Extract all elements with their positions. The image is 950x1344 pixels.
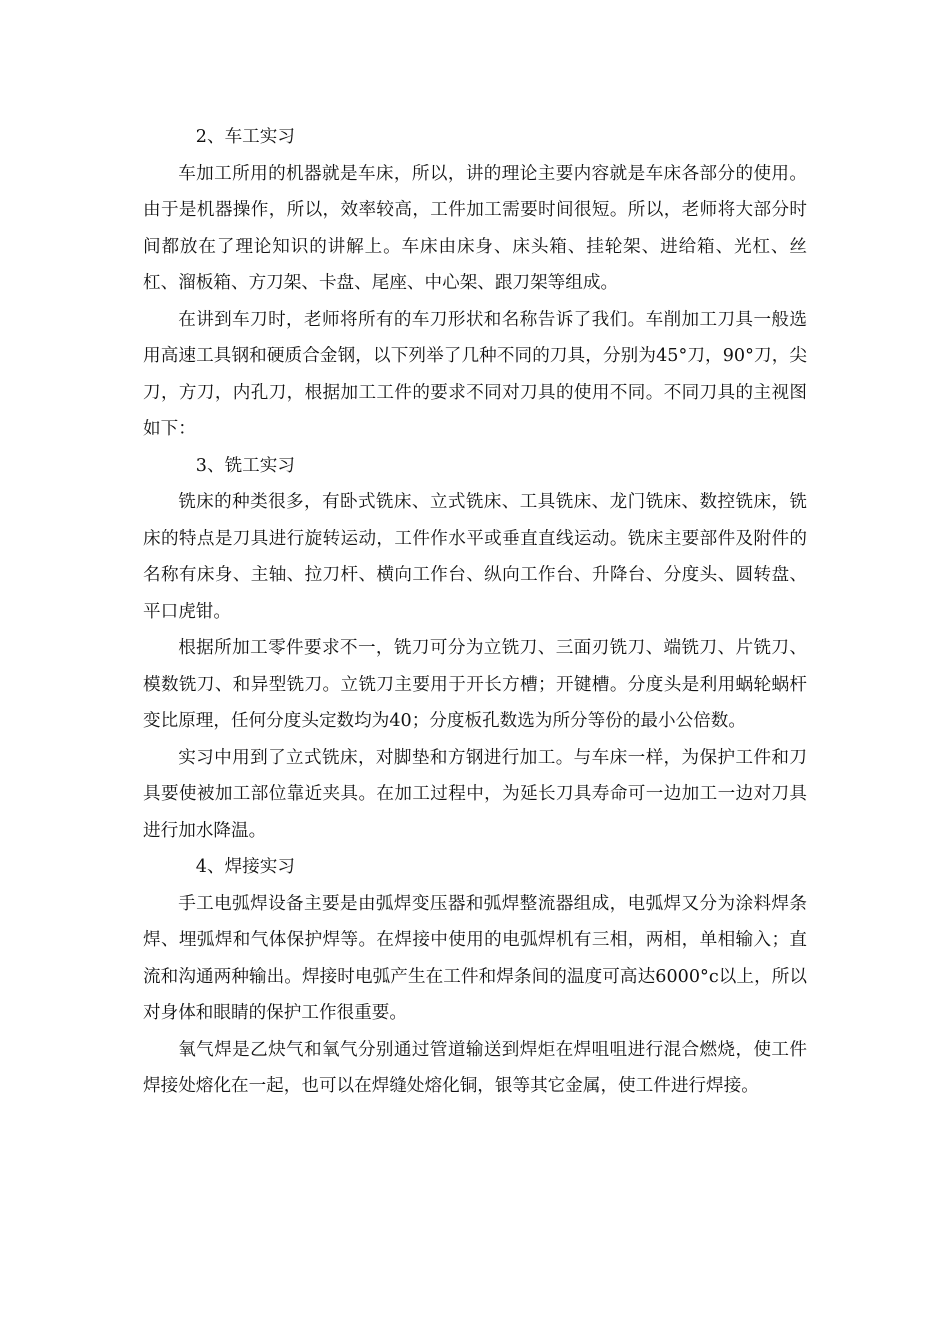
paragraph: 手工电弧焊设备主要是由弧焊变压器和弧焊整流器组成，电弧焊又分为涂料焊条焊、埋弧焊和气体保护焊等。在焊接中使用的电弧焊机有三相，两相，单相输入；直流和沟通两种输出。焊接时电弧产生在工件和焊条间的温度可高达6000°c以上，所以对身体和眼睛的保护工作很重要。 [143,893,807,1023]
paragraph: 实习中用到了立式铣床，对脚垫和方钢进行加工。与车床一样，为保护工件和刀具要使被加工部位靠近夹具。在加工过程中，为延长刀具寿命可一边加工一边对刀具进行加水降温。 [143,747,807,841]
section-heading: 3、铣工实习 [195,455,295,476]
paragraph: 根据所加工零件要求不一，铣刀可分为立铣刀、三面刃铣刀、端铣刀、片铣刀、模数铣刀、和异型铣刀。立铣刀主要用于开长方槽；开键槽。分度头是利用蜗轮蜗杆变比原理，任何分度头定数均为40；分度板孔数选为所分等份的最小公倍数。 [143,638,807,731]
section-heading: 4、焊接实习 [195,857,295,877]
paragraph: 铣床的种类很多，有卧式铣床、立式铣床、工具铣床、龙门铣床、数控铣床，铣床的特点是刀具进行旋转运动，工件作水平或垂直直线运动。铣床主要部件及附件的名称有床身、主轴、拉刀杆、横向工作台、纵向工作台、升降台、分度头、圆转盘、平口虎钳。 [143,492,807,622]
document-page [143,119,807,1105]
paragraph: 车加工所用的机器就是车床，所以，讲的理论主要内容就是车床各部分的使用。由于是机器操作，所以，效率较高，工件加工需要时间很短。所以，老师将大部分时间都放在了理论知识的讲解上。车床由床身、床头箱、挂轮架、进给箱、光杠、丝杠、溜板箱、方刀架、卡盘、尾座、中心架、跟刀架等组成。 [143,163,807,293]
section-heading: 2、车工实习 [195,127,295,147]
paragraph: 在讲到车刀时，老师将所有的车刀形状和名称告诉了我们。车削加工刀具一般选用高速工具钢和硬质合金钢，以下列举了几种不同的刀具，分别为45°刀，90°刀，尖刀，方刀，内孔刀，根据加工工件的要求不同对刀具的使用不同。不同刀具的主视图如下： [143,309,807,439]
section-milling [143,448,807,850]
section-lathe [143,119,807,448]
paragraph: 氧气焊是乙炔气和氧气分别通过管道输送到焊炬在焊咀咀进行混合燃烧，使工件焊接处熔化在一起，也可以在焊缝处熔化铜，银等其它金属，使工件进行焊接。 [143,1039,807,1096]
section-welding [143,849,807,1105]
